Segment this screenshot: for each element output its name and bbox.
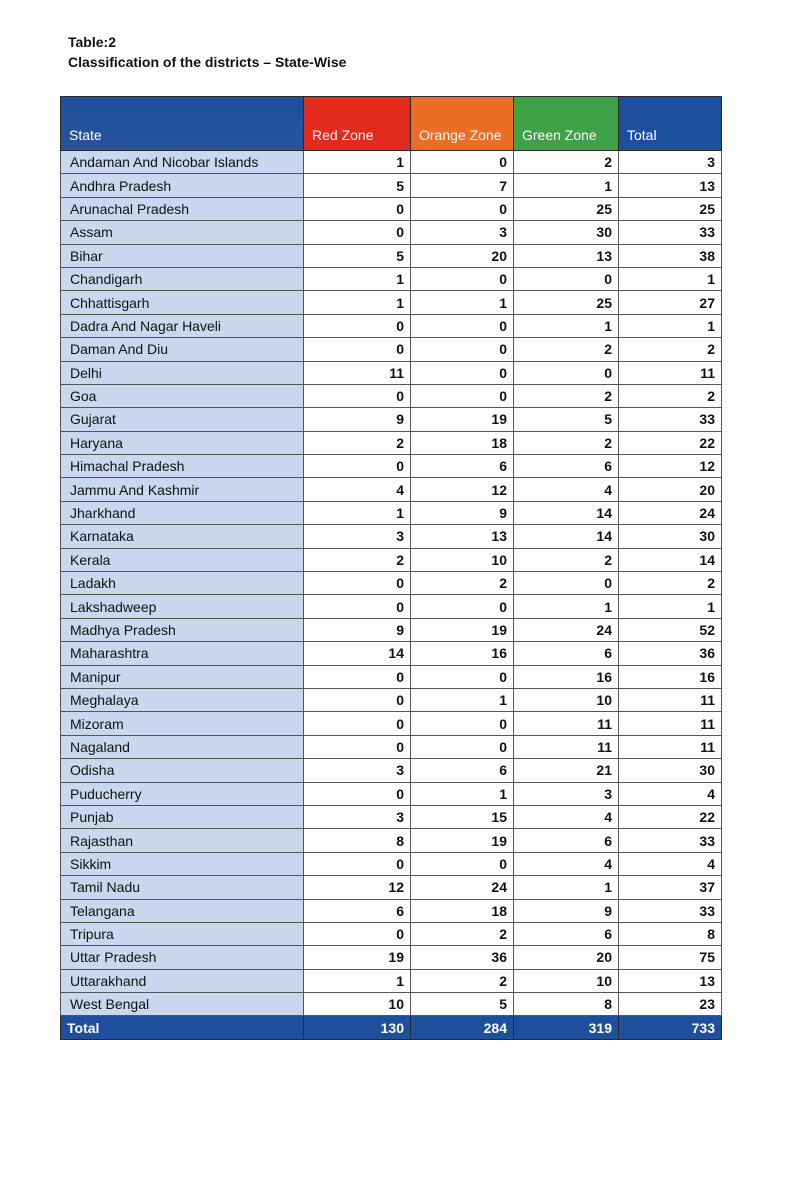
table-row [61, 267, 722, 290]
green-zone-cell: 1 [514, 314, 619, 337]
state-cell: West Bengal [61, 993, 304, 1016]
state-cell: Puducherry [61, 782, 304, 805]
state-cell: Delhi [61, 361, 304, 384]
state-cell: Uttar Pradesh [61, 946, 304, 969]
table-row [61, 525, 722, 548]
table-row [61, 221, 722, 244]
red-zone-cell: 5 [304, 174, 411, 197]
red-zone-cell: 14 [304, 642, 411, 665]
red-zone-cell: 2 [304, 431, 411, 454]
total-cell: 11 [619, 735, 722, 758]
green-zone-cell: 1 [514, 876, 619, 899]
red-zone-cell: 0 [304, 712, 411, 735]
header-green-zone: Green Zone [514, 97, 619, 151]
table-body [61, 151, 722, 1016]
table-row [61, 642, 722, 665]
header-orange-zone: Orange Zone [411, 97, 514, 151]
green-zone-cell: 24 [514, 618, 619, 641]
table-row [61, 174, 722, 197]
green-zone-cell: 6 [514, 829, 619, 852]
green-zone-cell: 9 [514, 899, 619, 922]
orange-zone-cell: 9 [411, 501, 514, 524]
orange-zone-cell: 1 [411, 291, 514, 314]
table-row [61, 759, 722, 782]
state-cell: Tamil Nadu [61, 876, 304, 899]
green-zone-cell: 16 [514, 665, 619, 688]
table-row [61, 548, 722, 571]
state-cell: Dadra And Nagar Haveli [61, 314, 304, 337]
state-cell: Maharashtra [61, 642, 304, 665]
total-cell: 1 [619, 595, 722, 618]
state-cell: Manipur [61, 665, 304, 688]
total-cell: 1 [619, 267, 722, 290]
green-zone-cell: 11 [514, 712, 619, 735]
state-cell: Chhattisgarh [61, 291, 304, 314]
state-cell: Kerala [61, 548, 304, 571]
total-red: 130 [304, 1016, 411, 1040]
red-zone-cell: 6 [304, 899, 411, 922]
green-zone-cell: 0 [514, 267, 619, 290]
header-row [61, 97, 722, 151]
orange-zone-cell: 15 [411, 805, 514, 828]
orange-zone-cell: 36 [411, 946, 514, 969]
green-zone-cell: 4 [514, 852, 619, 875]
orange-zone-cell: 0 [411, 361, 514, 384]
table-row [61, 969, 722, 992]
orange-zone-cell: 19 [411, 829, 514, 852]
green-zone-cell: 30 [514, 221, 619, 244]
red-zone-cell: 0 [304, 338, 411, 361]
total-cell: 52 [619, 618, 722, 641]
green-zone-cell: 20 [514, 946, 619, 969]
orange-zone-cell: 7 [411, 174, 514, 197]
header-total: Total [619, 97, 722, 151]
state-cell: Lakshadweep [61, 595, 304, 618]
table-row [61, 899, 722, 922]
green-zone-cell: 6 [514, 455, 619, 478]
red-zone-cell: 10 [304, 993, 411, 1016]
red-zone-cell: 1 [304, 291, 411, 314]
green-zone-cell: 1 [514, 174, 619, 197]
red-zone-cell: 1 [304, 969, 411, 992]
total-cell: 30 [619, 759, 722, 782]
total-cell: 25 [619, 197, 722, 220]
green-zone-cell: 11 [514, 735, 619, 758]
total-cell: 8 [619, 922, 722, 945]
red-zone-cell: 0 [304, 455, 411, 478]
total-cell: 13 [619, 969, 722, 992]
total-cell: 75 [619, 946, 722, 969]
table-row [61, 478, 722, 501]
orange-zone-cell: 6 [411, 759, 514, 782]
table-row [61, 595, 722, 618]
table-row [61, 665, 722, 688]
table-row [61, 501, 722, 524]
red-zone-cell: 0 [304, 197, 411, 220]
green-zone-cell: 10 [514, 969, 619, 992]
total-cell: 3 [619, 151, 722, 174]
state-cell: Punjab [61, 805, 304, 828]
red-zone-cell: 0 [304, 852, 411, 875]
green-zone-cell: 2 [514, 548, 619, 571]
total-cell: 38 [619, 244, 722, 267]
green-zone-cell: 4 [514, 478, 619, 501]
total-orange: 284 [411, 1016, 514, 1040]
state-cell: Gujarat [61, 408, 304, 431]
orange-zone-cell: 0 [411, 314, 514, 337]
state-cell: Karnataka [61, 525, 304, 548]
table-row [61, 361, 722, 384]
table-row [61, 993, 722, 1016]
total-cell: 14 [619, 548, 722, 571]
state-cell: Uttarakhand [61, 969, 304, 992]
state-cell: Andhra Pradesh [61, 174, 304, 197]
total-cell: 11 [619, 688, 722, 711]
red-zone-cell: 3 [304, 805, 411, 828]
state-cell: Assam [61, 221, 304, 244]
green-zone-cell: 8 [514, 993, 619, 1016]
orange-zone-cell: 0 [411, 151, 514, 174]
table-row [61, 572, 722, 595]
total-total: 733 [619, 1016, 722, 1040]
table-row [61, 805, 722, 828]
state-cell: Arunachal Pradesh [61, 197, 304, 220]
table-row [61, 922, 722, 945]
red-zone-cell: 9 [304, 618, 411, 641]
state-cell: Telangana [61, 899, 304, 922]
red-zone-cell: 1 [304, 501, 411, 524]
total-cell: 2 [619, 338, 722, 361]
state-cell: Chandigarh [61, 267, 304, 290]
total-cell: 33 [619, 829, 722, 852]
orange-zone-cell: 20 [411, 244, 514, 267]
total-cell: 12 [619, 455, 722, 478]
orange-zone-cell: 16 [411, 642, 514, 665]
green-zone-cell: 0 [514, 361, 619, 384]
total-cell: 22 [619, 431, 722, 454]
table-row [61, 151, 722, 174]
green-zone-cell: 13 [514, 244, 619, 267]
red-zone-cell: 9 [304, 408, 411, 431]
green-zone-cell: 5 [514, 408, 619, 431]
state-cell: Daman And Diu [61, 338, 304, 361]
table-row [61, 244, 722, 267]
table-row [61, 852, 722, 875]
red-zone-cell: 0 [304, 572, 411, 595]
table-row [61, 455, 722, 478]
total-cell: 4 [619, 852, 722, 875]
table-row [61, 829, 722, 852]
table-row [61, 431, 722, 454]
red-zone-cell: 0 [304, 314, 411, 337]
header-red-zone: Red Zone [304, 97, 411, 151]
orange-zone-cell: 0 [411, 712, 514, 735]
total-cell: 33 [619, 899, 722, 922]
table-number: Table:2 [68, 34, 116, 50]
total-cell: 30 [619, 525, 722, 548]
total-cell: 22 [619, 805, 722, 828]
total-cell: 27 [619, 291, 722, 314]
total-cell: 24 [619, 501, 722, 524]
state-cell: Nagaland [61, 735, 304, 758]
state-cell: Himachal Pradesh [61, 455, 304, 478]
red-zone-cell: 0 [304, 384, 411, 407]
state-cell: Jharkhand [61, 501, 304, 524]
total-cell: 36 [619, 642, 722, 665]
total-cell: 2 [619, 384, 722, 407]
green-zone-cell: 6 [514, 642, 619, 665]
orange-zone-cell: 0 [411, 384, 514, 407]
total-cell: 16 [619, 665, 722, 688]
red-zone-cell: 0 [304, 595, 411, 618]
total-cell: 20 [619, 478, 722, 501]
total-label: Total [61, 1016, 304, 1040]
table-row [61, 384, 722, 407]
green-zone-cell: 25 [514, 197, 619, 220]
table-title: Classification of the districts – State-Wise [68, 54, 347, 70]
orange-zone-cell: 3 [411, 221, 514, 244]
orange-zone-cell: 19 [411, 408, 514, 431]
green-zone-cell: 2 [514, 384, 619, 407]
state-cell: Andaman And Nicobar Islands [61, 151, 304, 174]
red-zone-cell: 1 [304, 267, 411, 290]
orange-zone-cell: 2 [411, 572, 514, 595]
green-zone-cell: 0 [514, 572, 619, 595]
table-row [61, 314, 722, 337]
table-row [61, 712, 722, 735]
table-row [61, 197, 722, 220]
red-zone-cell: 0 [304, 735, 411, 758]
total-cell: 37 [619, 876, 722, 899]
state-cell: Haryana [61, 431, 304, 454]
red-zone-cell: 12 [304, 876, 411, 899]
red-zone-cell: 5 [304, 244, 411, 267]
orange-zone-cell: 18 [411, 899, 514, 922]
state-cell: Goa [61, 384, 304, 407]
green-zone-cell: 4 [514, 805, 619, 828]
orange-zone-cell: 19 [411, 618, 514, 641]
orange-zone-cell: 1 [411, 782, 514, 805]
red-zone-cell: 2 [304, 548, 411, 571]
total-cell: 33 [619, 221, 722, 244]
orange-zone-cell: 12 [411, 478, 514, 501]
red-zone-cell: 8 [304, 829, 411, 852]
state-cell: Sikkim [61, 852, 304, 875]
state-cell: Bihar [61, 244, 304, 267]
state-cell: Rajasthan [61, 829, 304, 852]
table-row [61, 291, 722, 314]
orange-zone-cell: 0 [411, 665, 514, 688]
red-zone-cell: 0 [304, 922, 411, 945]
orange-zone-cell: 0 [411, 338, 514, 361]
state-cell: Tripura [61, 922, 304, 945]
red-zone-cell: 0 [304, 782, 411, 805]
orange-zone-cell: 6 [411, 455, 514, 478]
table-row [61, 338, 722, 361]
red-zone-cell: 0 [304, 665, 411, 688]
header-state: State [61, 97, 304, 151]
total-cell: 1 [619, 314, 722, 337]
orange-zone-cell: 2 [411, 922, 514, 945]
green-zone-cell: 14 [514, 525, 619, 548]
districts-table [60, 96, 722, 1040]
state-cell: Ladakh [61, 572, 304, 595]
green-zone-cell: 14 [514, 501, 619, 524]
green-zone-cell: 2 [514, 151, 619, 174]
orange-zone-cell: 24 [411, 876, 514, 899]
orange-zone-cell: 13 [411, 525, 514, 548]
green-zone-cell: 2 [514, 431, 619, 454]
table-row [61, 735, 722, 758]
table-row [61, 876, 722, 899]
red-zone-cell: 4 [304, 478, 411, 501]
green-zone-cell: 10 [514, 688, 619, 711]
total-cell: 11 [619, 361, 722, 384]
red-zone-cell: 1 [304, 151, 411, 174]
state-cell: Mizoram [61, 712, 304, 735]
total-cell: 11 [619, 712, 722, 735]
red-zone-cell: 11 [304, 361, 411, 384]
table-row [61, 618, 722, 641]
green-zone-cell: 3 [514, 782, 619, 805]
green-zone-cell: 6 [514, 922, 619, 945]
red-zone-cell: 3 [304, 759, 411, 782]
state-cell: Madhya Pradesh [61, 618, 304, 641]
green-zone-cell: 21 [514, 759, 619, 782]
red-zone-cell: 3 [304, 525, 411, 548]
orange-zone-cell: 18 [411, 431, 514, 454]
red-zone-cell: 19 [304, 946, 411, 969]
red-zone-cell: 0 [304, 221, 411, 244]
red-zone-cell: 0 [304, 688, 411, 711]
orange-zone-cell: 5 [411, 993, 514, 1016]
state-cell: Meghalaya [61, 688, 304, 711]
state-cell: Odisha [61, 759, 304, 782]
total-cell: 23 [619, 993, 722, 1016]
total-cell: 13 [619, 174, 722, 197]
total-cell: 4 [619, 782, 722, 805]
table-row [61, 782, 722, 805]
orange-zone-cell: 10 [411, 548, 514, 571]
orange-zone-cell: 0 [411, 735, 514, 758]
table-row [61, 946, 722, 969]
state-cell: Jammu And Kashmir [61, 478, 304, 501]
orange-zone-cell: 0 [411, 267, 514, 290]
table-caption [68, 32, 346, 72]
total-green: 319 [514, 1016, 619, 1040]
table-row [61, 408, 722, 431]
green-zone-cell: 25 [514, 291, 619, 314]
total-row [61, 1016, 722, 1040]
table-row [61, 688, 722, 711]
total-cell: 33 [619, 408, 722, 431]
orange-zone-cell: 1 [411, 688, 514, 711]
orange-zone-cell: 0 [411, 595, 514, 618]
orange-zone-cell: 0 [411, 197, 514, 220]
green-zone-cell: 2 [514, 338, 619, 361]
orange-zone-cell: 2 [411, 969, 514, 992]
orange-zone-cell: 0 [411, 852, 514, 875]
green-zone-cell: 1 [514, 595, 619, 618]
total-cell: 2 [619, 572, 722, 595]
